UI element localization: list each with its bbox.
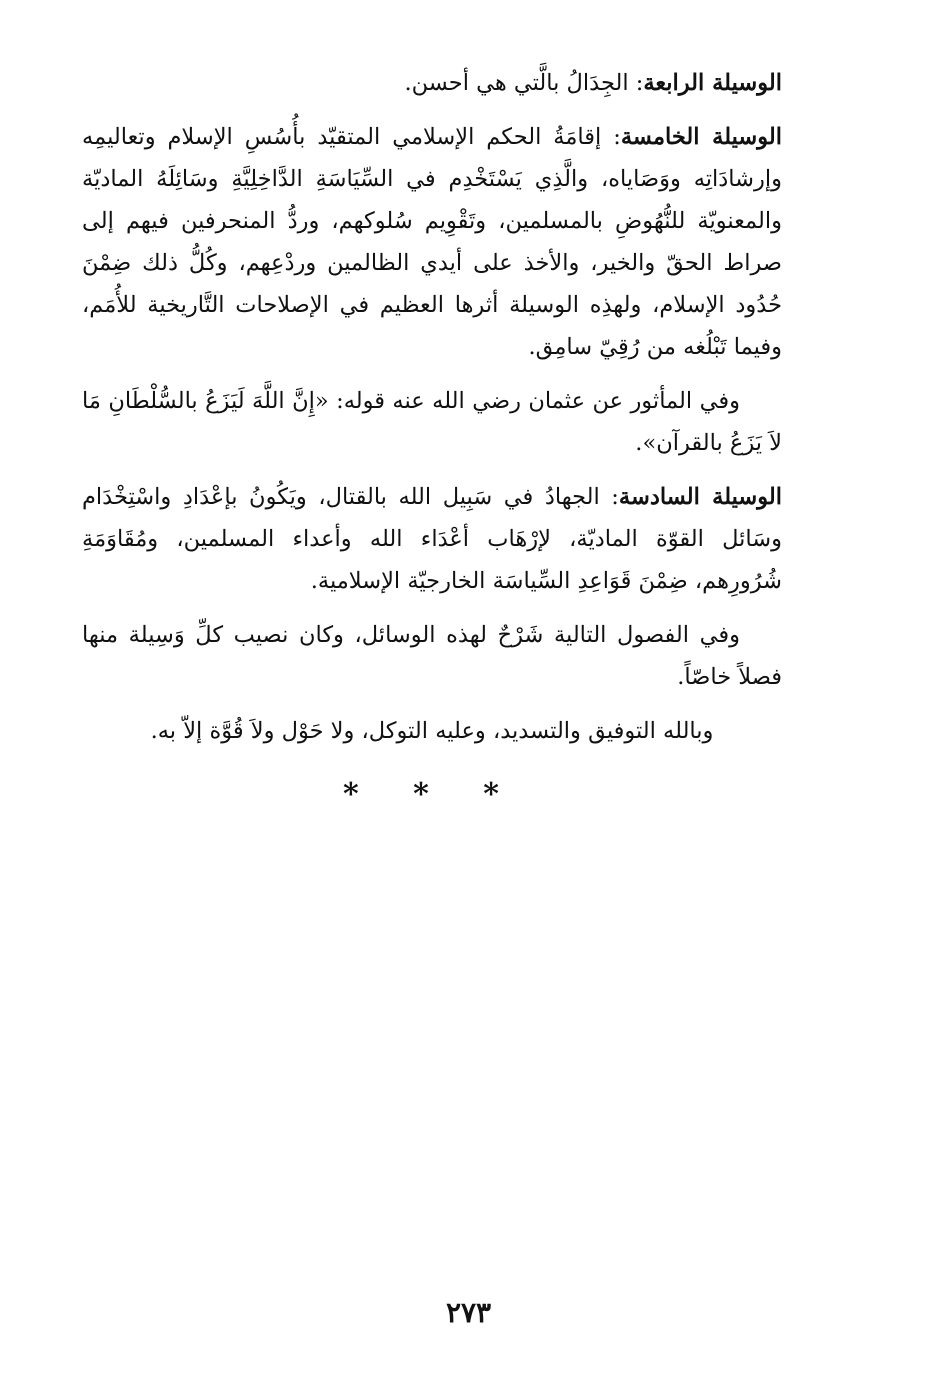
paragraph-text: وفي المأثور عن عثمان رضي الله عنه قوله: «إِنَّ اللَّهَ لَيَزَعُ بالسُّلْطَانِ مَا لاَ يَزَعُ بالقرآن». (82, 388, 782, 456)
paragraph-fourth-means (82, 62, 782, 104)
paragraph-text: إقامَةُ الحكم الإسلامي المتقيّد بأُسُسِ الإسلام وتعاليمِه وإرشادَاتِه ووَصَاياه، والَّذِي يَسْتَخْدِم في السِّيَاسَةِ الدَّاخِلِيَّةِ وسَائِلَهُ الماديّة والمعنويّة للنُّهُوضِ بالمسلمين، وتَقْوِيم سُلوكهم، وردُّ المنحرفين فيهم إلى صراط الحقّ والخير، والأخذ على أيدي الظالمين وردْعِهم، وكُلُّ ذلك ضِمْنَ حُدُود الإسلام، ولهذِه الوسيلة أثرها العظيم في الإصلاحات التَّاريخية للأُمَم، وفيما تَبْلُغه من رُقِيّ سامِق. (82, 124, 782, 360)
paragraph-fifth-means (82, 116, 782, 368)
label-separator: : (601, 124, 621, 150)
paragraph-label: الوسيلة السادسة (618, 484, 783, 510)
paragraph-chapters-note (82, 614, 782, 698)
paragraph-text: وفي الفصول التالية شَرْحٌ لهذه الوسائل، وكان نصيب كلِّ وَسِيلة منها فصلاً خاصّاً. (82, 622, 782, 690)
paragraph-uthman-quote (82, 380, 782, 464)
closing-line: وبالله التوفيق والتسديد، وعليه التوكل، ولا حَوْل ولاَ قُوَّة إلاّ به. (150, 718, 714, 744)
label-separator: : (628, 70, 644, 96)
paragraph-label: الوسيلة الخامسة (620, 124, 783, 150)
paragraph-label: الوسيلة الرابعة (643, 70, 782, 96)
paragraph-sixth-means (82, 476, 782, 602)
page-number: ٢٧٣ (445, 1296, 492, 1329)
paragraph-text: الجِدَالُ بالَّتي هي أحسن. (404, 70, 629, 96)
page-body (82, 62, 782, 816)
label-separator: : (599, 484, 619, 510)
section-separator: * * * (343, 777, 521, 812)
paragraph-text: الجهادُ في سَبِيل الله بالقتال، ويَكُونُ بإعْدَادِ واسْتِخْدَام وسَائل القوّة الماديّة، لإرْهَاب أعْدَاء الله وأعداء المسلمين، ومُقَاوَمَةِ شُرُورِهم، ضِمْنَ قَوَاعِدِ السِّياسَة الخارجيّة الإسلامية. (82, 484, 782, 594)
